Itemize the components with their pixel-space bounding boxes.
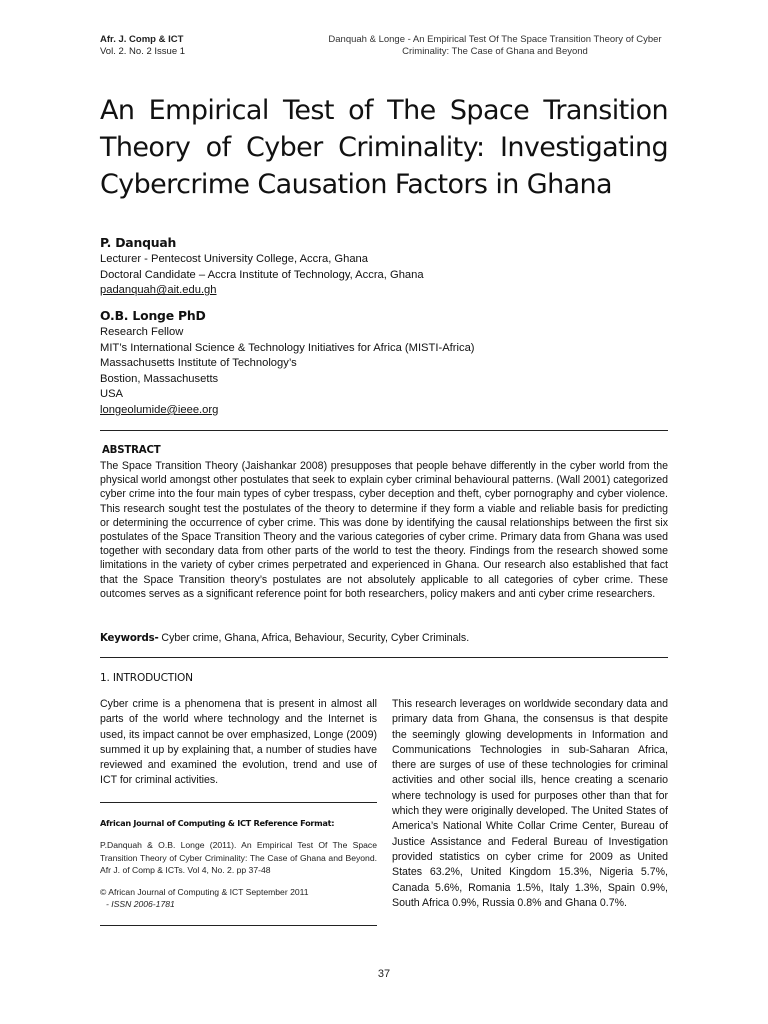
author-email-link[interactable]: padanquah@ait.edu.gh: [100, 284, 217, 297]
author-affiliation: Doctoral Candidate – Accra Institute of Technology, Accra, Ghana: [100, 268, 424, 281]
section-heading-introduction: 1. INTRODUCTION: [100, 672, 193, 684]
keywords-text: Cyber crime, Ghana, Africa, Behaviour, Security, Cyber Criminals.: [158, 632, 470, 644]
author-affiliation: USA: [100, 388, 124, 401]
author-name: P. Danquah: [100, 235, 177, 250]
reference-citation: P.Danquah & O.B. Longe (2011). An Empirical Test Of The Space Transition Theory of Cyber Criminality: The Case of Ghana and Beyond. Afr J. of Comp & ICTs. Vol 4, No. 2. pp 37-48: [100, 840, 377, 876]
abstract-top-rule: [100, 430, 668, 431]
abstract-heading: ABSTRACT: [102, 445, 161, 456]
short-title-line-2: Criminality: The Case of Ghana and Beyond: [402, 46, 588, 57]
author-affiliation: Lecturer - Pentecost University College, Accra, Ghana: [100, 253, 369, 265]
page-number: 37: [377, 968, 391, 980]
author-email-link[interactable]: longeolumide@ieee.org: [100, 403, 219, 416]
intro-left-paragraph: Cyber crime is a phenomena that is present in almost all parts of the world where technology and the Internet is used, its impact cannot be over emphasized, Longe (2009) summed it up by explaining that, a number of studies have reviewed and examined the evolution, trend and use of ICT for criminal activities.: [100, 698, 377, 787]
author-name: O.B. Longe PhD: [100, 308, 206, 323]
copyright-notice: [100, 886, 377, 910]
author-block-2: [100, 307, 580, 419]
journal-volume: Vol. 2. No. 2 Issue 1: [100, 46, 186, 57]
keywords: [100, 631, 668, 646]
keywords-label: Keywords-: [100, 633, 159, 644]
reference-format-heading: African Journal of Computing & ICT Reference Format:: [100, 818, 335, 828]
intro-right-paragraph: This research leverages on worldwide secondary data and primary data from Ghana, the consensus is that despite the seemingly glowing developments in Information and Communications Technologies in sub-Saharan Africa, there are surges of use of these technologies for criminal activities and other social ills, hence creating a scenario where technology is used for purposes other than that for which they were originally developed. The United States of America’s National White Collar Crime Center, Bureau of Justice Assistance and Federal Bureau of Investigation provided statistics on cyber crime for 2009 as United States 63.2%, United Kingdom 15.3%, Nigeria 5.7%, Canada 5.6%, Romania 1.5%, Italy 1.3%, Spain 0.9%, South Africa 0.9%, Russia 0.8% and Ghana 0.7%.: [392, 698, 668, 909]
short-title-line-1: Danquah & Longe - An Empirical Test Of The Space Transition Theory of Cyber: [328, 34, 662, 45]
section-rule: [100, 657, 668, 658]
author-affiliation: Bostion, Massachusetts: [100, 372, 219, 385]
reference-box-top-rule: [100, 802, 377, 803]
author-affiliation: Massachusetts Institute of Technology’s: [100, 357, 297, 370]
author-affiliation: Research Fellow: [100, 326, 184, 338]
author-block-1: [100, 234, 580, 299]
journal-name: Afr. J. Comp & ICT: [100, 34, 184, 45]
author-affiliation: MIT’s International Science & Technology Initiatives for Africa (MISTI-Africa): [100, 341, 475, 354]
running-head-left: [100, 34, 185, 58]
running-head-right: [322, 34, 668, 58]
paper-title: An Empirical Test of The Space Transition Theory of Cyber Criminality: Investigating Cybercrime Causation Factors in Ghana: [100, 95, 668, 200]
copyright-text: © African Journal of Computing & ICT September 2011: [100, 887, 309, 897]
reference-box-bottom-rule: [100, 925, 377, 926]
issn-text: - ISSN 2006-1781: [106, 899, 175, 909]
abstract-body: The Space Transition Theory (Jaishankar 2008) presupposes that people behave differently in the cyber world from the physical world amongst other postulates that seek to explain cyber criminal behavioural patterns. (Wall 2001) categorized cyber crime into the four main types of cyber trespass, cyber deception and theft, cyber pornography and cyber violence. This research sought test the postulates of the theory to determine if they form a viable and reliable basis for predicting or determining the occurrence of cyber crime. This was done by identifying the causal relationships between the first six postulates of the Space Transition Theory and the various categories of cyber crime. Primary data from Ghana was used together with secondary data from other parts of the world to test the theory. Findings from the research showed some limitations in the variety of cyber crimes perpetrated and experienced in Ghana. Our research also established that fact that the Space Transition theory’s postulates are not absolutely applicable to all categories of cyber crime. These outcomes serves as a significant reference point for both researchers, policy makers and anti cyber crime researchers.: [100, 460, 668, 600]
